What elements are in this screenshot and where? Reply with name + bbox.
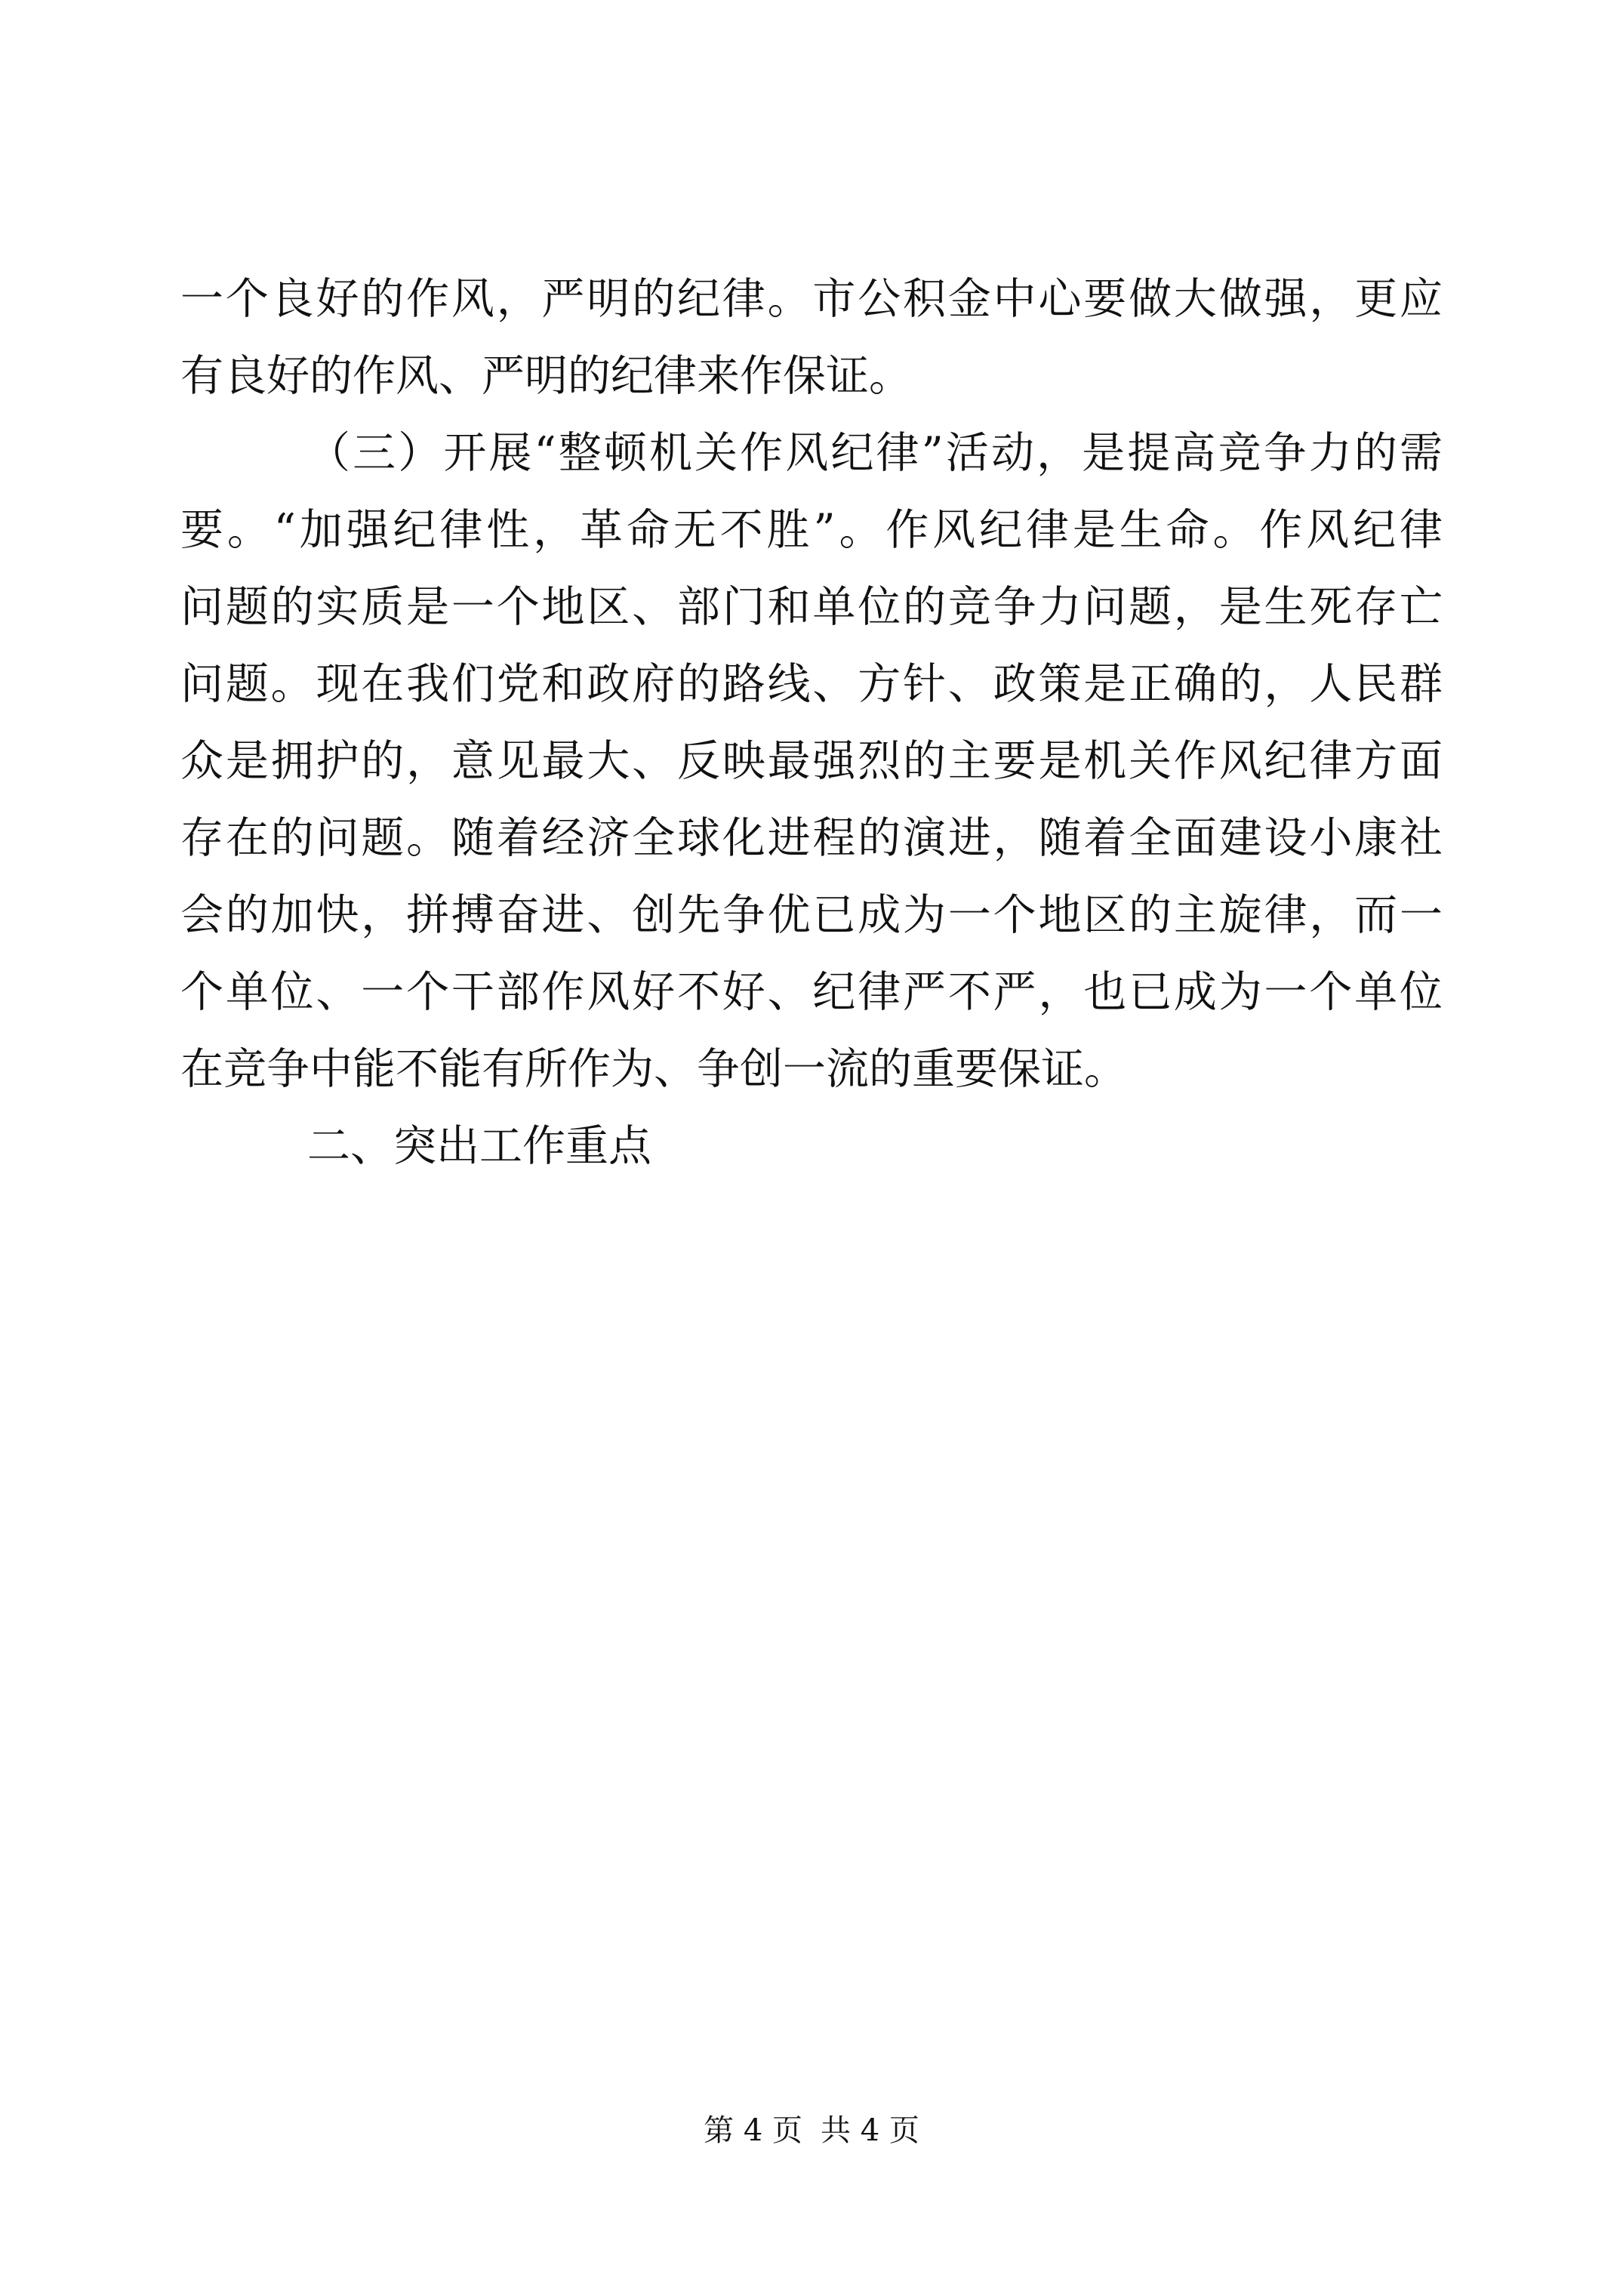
paragraph-line: 个单位、一个干部作风好不好、纪律严不严，也已成为一个单位 (180, 967, 1443, 1017)
paragraph-line: 存在的问题。随着经济全球化进程的演进，随着全面建设小康社 (180, 813, 1443, 863)
paragraph-line: 有良好的作风、严明的纪律来作保证。 (180, 351, 912, 401)
paragraph-line: 要。“加强纪律性，革命无不胜”。作风纪律是生命。作风纪律 (180, 505, 1443, 555)
page-total: 共 4 页 (821, 2113, 919, 2148)
paragraph-line: （三）开展“整顿机关作风纪律”活动，是提高竞争力的需 (307, 428, 1443, 478)
paragraph-line: 众是拥护的，意见最大、反映最强烈的主要是机关作风纪律方面 (180, 736, 1443, 786)
section-heading: 二、突出工作重点 (307, 1121, 651, 1171)
page-footer (0, 2110, 1623, 2152)
body-text (180, 260, 1443, 1185)
paragraph-line: 问题。现在我们党和政府的路线、方针、政策是正确的，人民群 (180, 659, 1443, 709)
paragraph-line: 问题的实质是一个地区、部门和单位的竞争力问题，是生死存亡 (180, 582, 1443, 632)
paragraph-line: 一个良好的作风，严明的纪律。市公积金中心要做大做强，更应 (180, 274, 1443, 324)
paragraph-line: 在竞争中能不能有所作为、争创一流的重要保证。 (180, 1044, 1127, 1094)
page-number: 第 4 页 (704, 2113, 802, 2148)
paragraph-line: 会的加快，拼搏奋进、创先争优已成为一个地区的主旋律，而一 (180, 890, 1443, 940)
